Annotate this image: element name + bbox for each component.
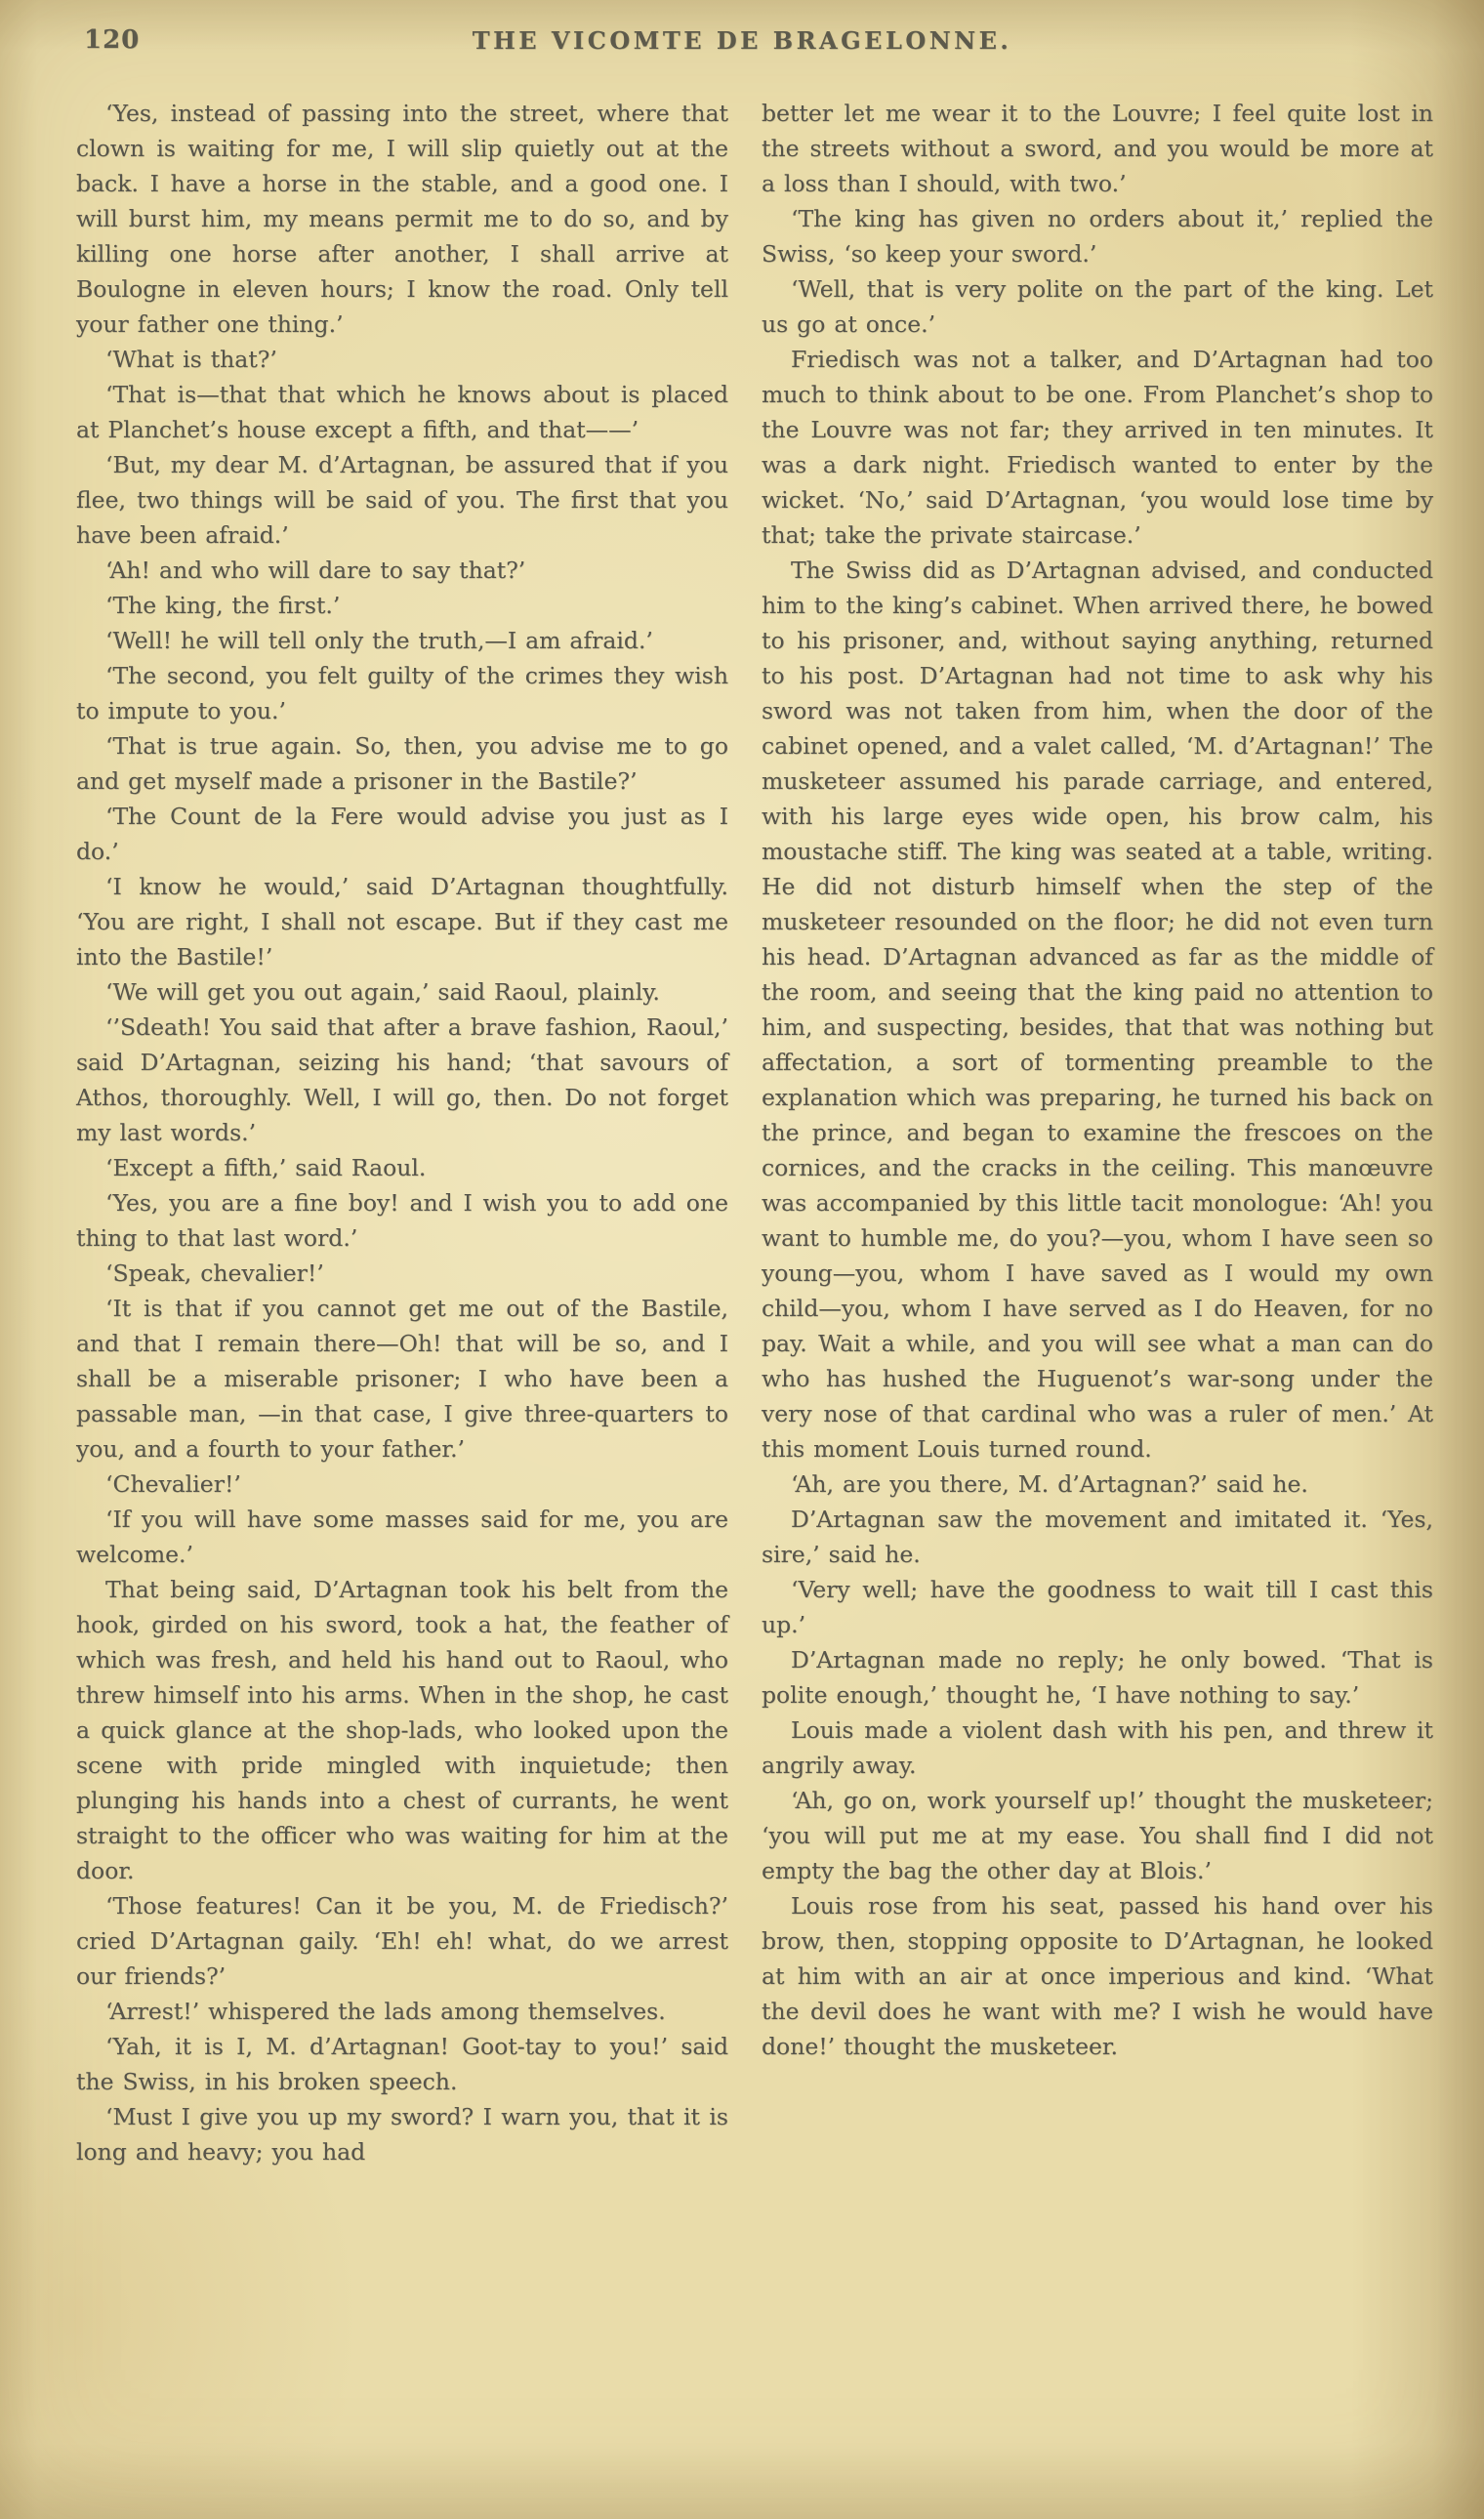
text-columns: [76, 96, 1433, 2169]
paragraph: ‘I know he would,’ said D’Artagnan thoughtfully. ‘You are right, I shall not escape. But if they cast me into the Bastile!’: [76, 873, 728, 970]
paragraph: ‘Except a fifth,’ said Raoul.: [105, 1154, 427, 1181]
paragraph: D’Artagnan made no reply; he only bowed. ‘That is polite enough,’ thought he, ‘I have nothing to say.’: [762, 1646, 1433, 1709]
paragraph: ‘Yes, instead of passing into the street, where that clown is waiting for me, I will slip quietly out at the back. I have a horse in the stable, and a good one. I will burst him, my means permit me to do so, and by killing one horse after another, I shall arrive at Boulogne in eleven hours; I know the road. Only tell your father one thing.’: [76, 100, 728, 338]
paragraph: ‘Yes, you are a fine boy! and I wish you to add one thing to that last word.’: [76, 1189, 728, 1252]
paragraph: D’Artagnan saw the movement and imitated it. ‘Yes, sire,’ said he.: [762, 1506, 1433, 1568]
paragraph: ‘Well! he will tell only the truth,—I am afraid.’: [105, 627, 653, 654]
paragraph: ‘Yah, it is I, M. d’Artagnan! Goot-tay to you!’ said the Swiss, in his broken speech.: [76, 2033, 728, 2095]
paragraph: That being said, D’Artagnan took his belt from the hook, girded on his sword, took a hat, the feather of which was fresh, and held his hand out to Raoul, who threw himself into his arms. When in the shop, he cast a quick glance at the shop-lads, who looked upon the scene with pride mingled with inquietude; then plunging his hands into a chest of currants, he went straight to the officer who was waiting for him at the door.: [76, 1576, 728, 1884]
paragraph: ‘We will get you out again,’ said Raoul, plainly.: [105, 978, 660, 1006]
paragraph: ‘Well, that is very polite on the part of the king. Let us go at once.’: [762, 275, 1433, 338]
paragraph: ‘Very well; have the goodness to wait till I cast this up.’: [762, 1576, 1433, 1638]
paragraph: ‘That is true again. So, then, you advise me to go and get myself made a prisoner in the Bastile?’: [76, 732, 728, 795]
paragraph: ‘But, my dear M. d’Artagnan, be assured that if you flee, two things will be said of you. The first that you have been afraid.’: [76, 451, 728, 549]
page-number: 120: [84, 25, 141, 55]
paragraph: ‘Chevalier!’: [105, 1470, 241, 1498]
paragraph: ‘That is—that that which he knows about is placed at Planchet’s house except a fifth, and that——’: [76, 381, 728, 443]
paragraph: Friedisch was not a talker, and D’Artagnan had too much to think about to be one. From Planchet’s shop to the Louvre was not far; they arrived in ten minutes. It was a dark night. Friedisch wanted to enter by the wicket. ‘No,’ said D’Artagnan, ‘you would lose time by that; take the private staircase.’: [762, 346, 1433, 549]
running-head: THE VICOMTE DE BRAGELONNE.: [472, 26, 1012, 55]
paragraph: ‘It is that if you cannot get me out of the Bastile, and that I remain there—Oh! that will be so, and I shall be a miserable prisoner; I who have been a passable man, —in that case, I give three-quarters to you, and a fourth to your father.’: [76, 1295, 728, 1463]
paragraph: ‘The second, you felt guilty of the crimes they wish to impute to you.’: [76, 662, 728, 724]
paragraph: ‘Speak, chevalier!’: [105, 1260, 324, 1287]
paragraph: ‘If you will have some masses said for me, you are welcome.’: [76, 1506, 728, 1568]
paragraph: ‘The Count de la Fere would advise you just as I do.’: [76, 803, 728, 865]
paragraph: better let me wear it to the Louvre; I feel quite lost in the streets without a sword, and you would be more at a loss than I should, with two.’: [762, 100, 1433, 197]
paragraph: ‘Arrest!’ whispered the lads among themselves.: [105, 1998, 666, 2025]
paragraph: ‘Ah, go on, work yourself up!’ thought the musketeer; ‘you will put me at my ease. You shall find I did not empty the bag the other day at Blois.’: [762, 1787, 1433, 1884]
paragraph: ‘’Sdeath! You said that after a brave fashion, Raoul,’ said D’Artagnan, seizing his hand; ‘that savours of Athos, thoroughly. Well, I will go, then. Do not forget my last words.’: [76, 1013, 728, 1146]
paragraph: Louis rose from his seat, passed his hand over his brow, then, stopping opposite to D’Artagnan, he looked at him with an air at once imperious and kind. ‘What the devil does he want with me? I wish he would have done!’ thought the musketeer.: [762, 1892, 1433, 2060]
left-column: [76, 96, 728, 2169]
paragraph: ‘Ah, are you there, M. d’Artagnan?’ said he.: [791, 1470, 1308, 1498]
paragraph: ‘What is that?’: [105, 346, 277, 373]
paragraph: ‘Those features! Can it be you, M. de Friedisch?’ cried D’Artagnan gaily. ‘Eh! eh! what, do we arrest our friends?’: [76, 1892, 728, 1990]
right-column: [762, 96, 1433, 2169]
paragraph: The Swiss did as D’Artagnan advised, and conducted him to the king’s cabinet. When arrived there, he bowed to his prisoner, and, without saying anything, returned to his post. D’Artagnan had not time to ask why his sword was not taken from him, when the door of the cabinet opened, and a valet called, ‘M. d’Artagnan!’ The musketeer assumed his parade carriage, and entered, with his large eyes wide open, his brow calm, his moustache stiff. The king was seated at a table, writing. He did not disturb himself when the step of the musketeer resounded on the floor; he did not even turn his head. D’Artagnan advanced as far as the middle of the room, and seeing that the king paid no attention to him, and suspecting, besides, that that was nothing but affectation, a sort of tormenting preamble to the explanation which was preparing, he turned his back on the prince, and began to examine the frescoes on the cornices, and the cracks in the ceiling. This manœuvre was accompanied by this little tacit monologue: ‘Ah! you want to humble me, do you?—you, whom I have seen so young—you, whom I have saved as I would my own child—you, whom I have served as I do Heaven, for no pay. Wait a while, and you will see what a man can do who has hushed the Huguenot’s war-song under the very nose of that cardinal who was a ruler of men.’ At this moment Louis turned round.: [762, 557, 1433, 1463]
paragraph: ‘Must I give you up my sword? I warn you, that it is long and heavy; you had: [76, 2103, 728, 2166]
paragraph: Louis made a violent dash with his pen, and threw it angrily away.: [762, 1716, 1433, 1779]
paragraph: ‘The king, the first.’: [105, 592, 341, 619]
paragraph: ‘The king has given no orders about it,’ replied the Swiss, ‘so keep your sword.’: [762, 205, 1433, 268]
paragraph: ‘Ah! and who will dare to say that?’: [105, 557, 526, 584]
page-header: [0, 23, 1484, 57]
